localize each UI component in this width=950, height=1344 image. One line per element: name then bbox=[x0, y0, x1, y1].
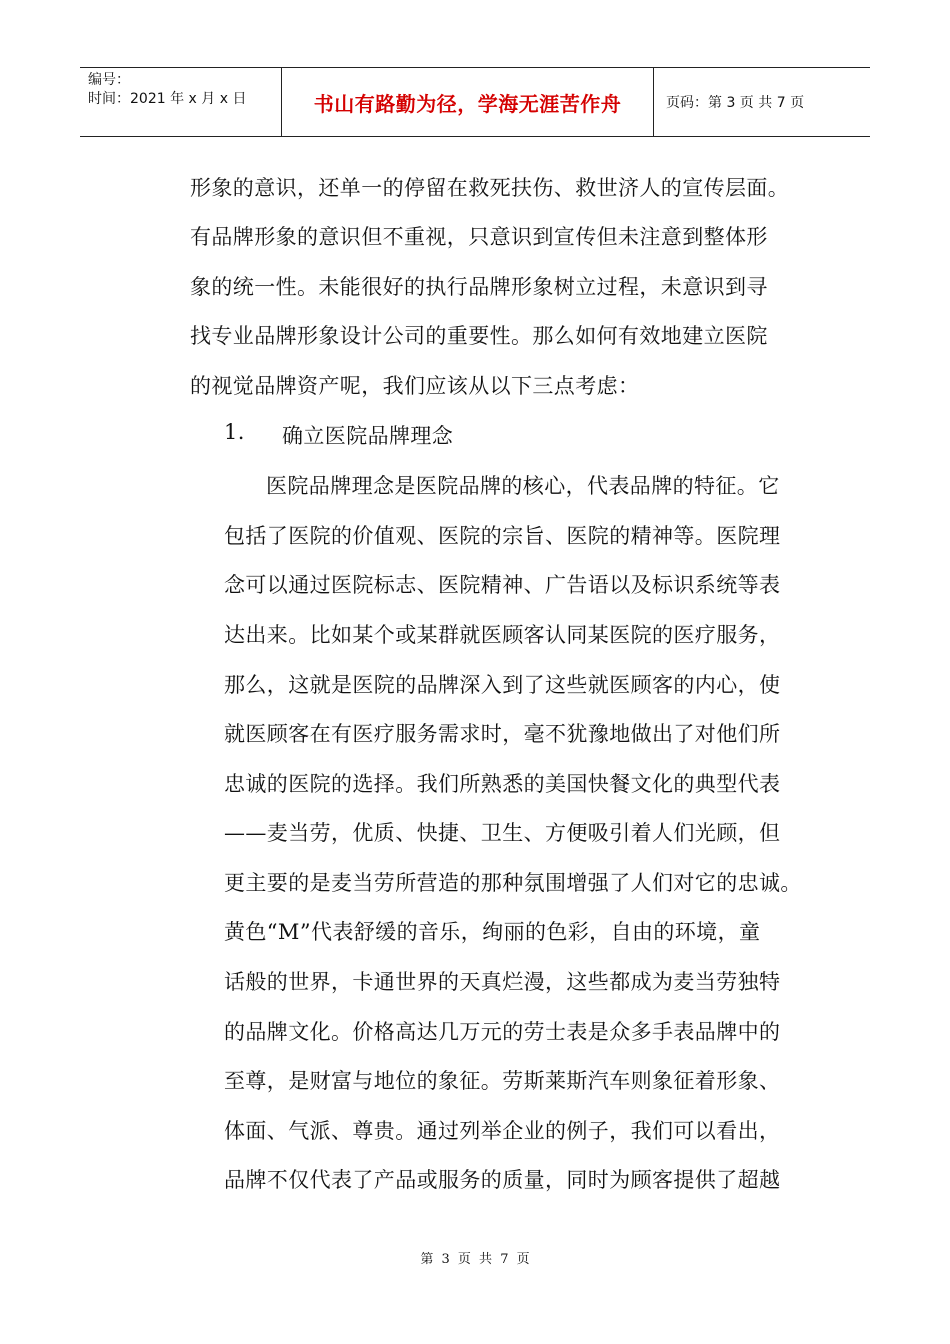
body-line: 念可以通过医院标志、医院精神、广告语以及标识系统等表 bbox=[224, 573, 781, 597]
body-line: 形象的意识，还单一的停留在救死扶伤、救世济人的宣传层面。 bbox=[190, 176, 790, 200]
header-center-cell bbox=[282, 68, 654, 136]
body-line: 的品牌文化。价格高达几万元的劳士表是众多手表品牌中的 bbox=[224, 1020, 781, 1044]
header-right-cell bbox=[654, 68, 870, 136]
body-line: 象的统一性。未能很好的执行品牌形象树立过程，未意识到寻 bbox=[190, 275, 768, 299]
body-line: 至尊，是财富与地位的象征。劳斯莱斯汽车则象征着形象、 bbox=[224, 1069, 781, 1093]
body-line: 有品牌形象的意识但不重视，只意识到宣传但未注意到整体形 bbox=[190, 225, 768, 249]
body-line: 黄色“M”代表舒缓的音乐，绚丽的色彩，自由的环境，童 bbox=[224, 920, 761, 944]
body-line: 更主要的是麦当劳所营造的那种氛围增强了人们对它的忠诚。 bbox=[224, 871, 802, 895]
body-line: 包括了医院的价值观、医院的宗旨、医院的精神等。医院理 bbox=[224, 524, 781, 548]
body-line: 体面、气派、尊贵。通过列举企业的例子，我们可以看出， bbox=[224, 1119, 781, 1143]
body-line: 品牌不仅代表了产品或服务的质量，同时为顾客提供了超越 bbox=[224, 1168, 781, 1192]
code-label: 编号： bbox=[88, 72, 130, 88]
body-line: 那么，这就是医院的品牌深入到了这些就医顾客的内心，使 bbox=[224, 673, 781, 697]
body-line: 医院品牌理念是医院品牌的核心，代表品牌的特征。它 bbox=[266, 474, 780, 498]
header-left-cell bbox=[80, 68, 282, 136]
page-info: 页码：第 3 页 共 7 页 bbox=[666, 95, 805, 111]
date-label: 时间：2021 年 x 月 x 日 bbox=[88, 91, 247, 107]
body-line: ——麦当劳，优质、快捷、卫生、方便吸引着人们光顾，但 bbox=[224, 821, 781, 845]
motto: 书山有路勤为径，学海无涯苦作舟 bbox=[313, 91, 622, 116]
body-line: 忠诚的医院的选择。我们所熟悉的美国快餐文化的典型代表 bbox=[224, 772, 781, 796]
body-line: 就医顾客在有医疗服务需求时，毫不犹豫地做出了对他们所 bbox=[224, 722, 781, 746]
header-table bbox=[80, 67, 870, 137]
section-title: 确立医院品牌理念 bbox=[282, 424, 454, 448]
section-number: 1. bbox=[224, 420, 245, 444]
body-line: 达出来。比如某个或某群就医顾客认同某医院的医疗服务， bbox=[224, 623, 781, 647]
page-footer: 第 3 页 共 7 页 bbox=[420, 1252, 530, 1267]
body-line: 话般的世界，卡通世界的天真烂漫，这些都成为麦当劳独特 bbox=[224, 970, 781, 994]
body-line: 找专业品牌形象设计公司的重要性。那么如何有效地建立医院 bbox=[190, 324, 768, 348]
body-line: 的视觉品牌资产呢，我们应该从以下三点考虑： bbox=[190, 374, 640, 398]
